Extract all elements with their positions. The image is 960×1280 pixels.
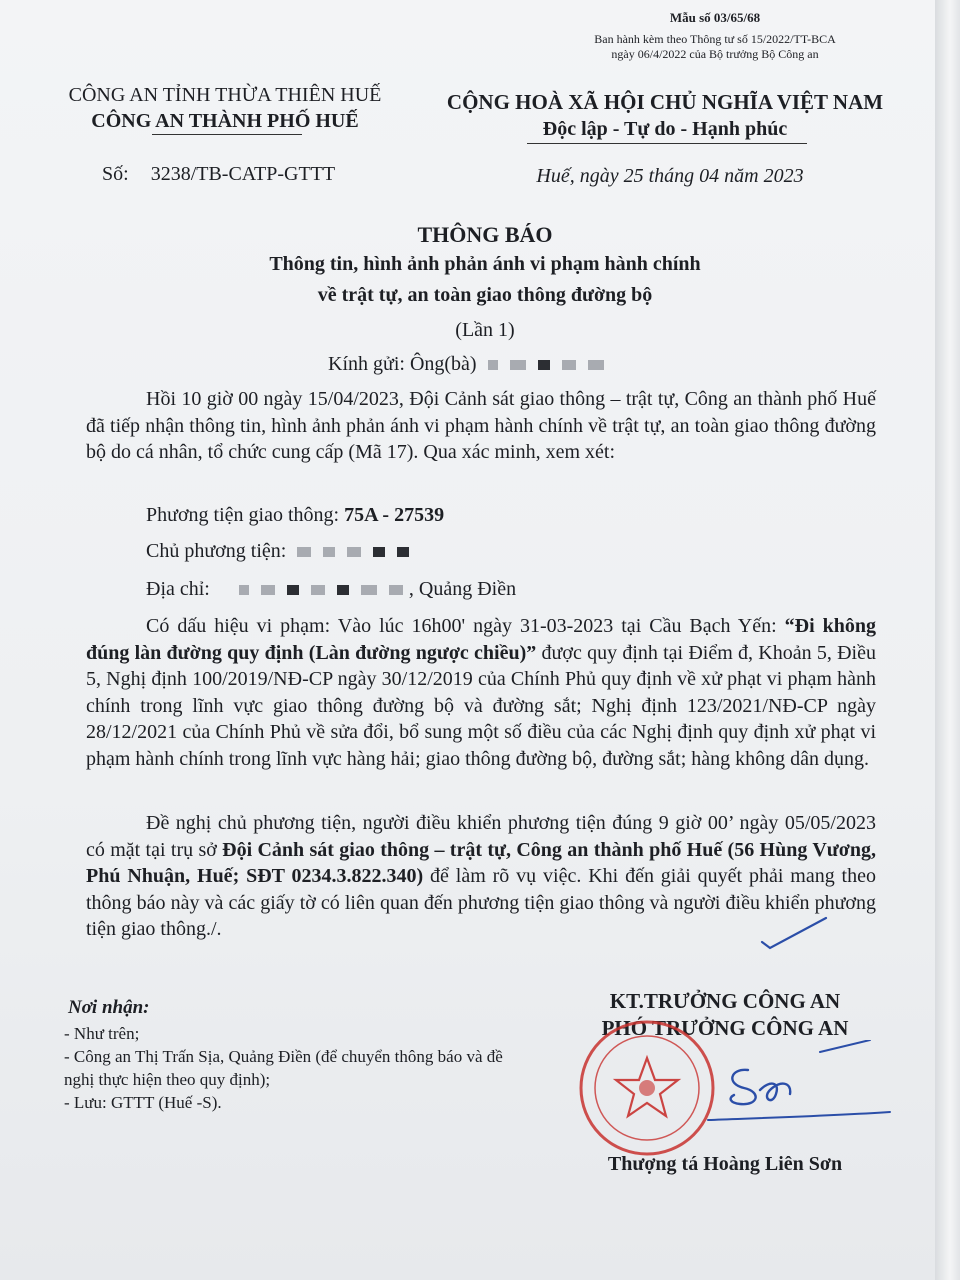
document-subtitle-2: về trật tự, an toàn giao thông đường bộ <box>317 284 653 306</box>
org-underline <box>152 134 302 135</box>
redaction <box>588 360 604 370</box>
redaction <box>323 547 335 557</box>
place-date: Huế, ngày 25 tháng 04 năm 2023 <box>536 165 804 187</box>
motto-underline <box>527 143 807 144</box>
vehicle-line <box>146 504 444 527</box>
document-number-value: 3238/TB-CATP-GTTT <box>150 163 336 185</box>
redaction <box>389 585 403 595</box>
recipient-item: - Lưu: GTTT (Huế -S). <box>64 1093 222 1112</box>
redaction <box>510 360 526 370</box>
violation-paragraph <box>86 613 876 772</box>
recipients-list <box>64 1022 504 1114</box>
redaction <box>287 585 299 595</box>
request-lead: Đề nghị chủ phương tiện, người điều khiển phương tiện đúng 9 giờ 00’ ngày 05/05/2023 có mặt tại trụ sở <box>86 812 876 861</box>
document-title: THÔNG BÁO <box>417 222 553 247</box>
redaction <box>373 547 385 557</box>
addressee-label: Kính gửi: Ông(bà) <box>328 353 477 375</box>
official-seal <box>577 1018 717 1158</box>
recipients-title: Nơi nhận: <box>68 997 150 1018</box>
redaction <box>311 585 325 595</box>
handwritten-signature <box>700 1040 900 1130</box>
nation-title: CỘNG HOÀ XÃ HỘI CHỦ NGHĨA VIỆT NAM <box>446 90 884 114</box>
addressee <box>328 353 610 376</box>
recipient-item: - Công an Thị Trấn Sịa, Quảng Điền (để chuyển thông báo và đề nghị thực hiện theo quy định); <box>64 1047 503 1089</box>
page-edge <box>935 0 960 1280</box>
form-number: Mẫu số 03/65/68 <box>669 10 761 25</box>
signer-role-1: KT.TRƯỞNG CÔNG AN <box>609 989 841 1013</box>
form-issued-line-1: Ban hành kèm theo Thông tư số 15/2022/TT-BCA <box>594 32 836 46</box>
redaction <box>488 360 498 370</box>
redaction <box>538 360 550 370</box>
attempt-number: (Lần 1) <box>455 319 515 341</box>
document-number <box>102 163 335 186</box>
form-issued-line-2: ngày 06/4/2022 của Bộ trưởng Bộ Công an <box>611 47 819 61</box>
redaction <box>562 360 576 370</box>
org-name: CÔNG AN THÀNH PHỐ HUẾ <box>91 110 359 132</box>
signer-name: Thượng tá Hoàng Liên Sơn <box>607 1153 843 1175</box>
address-suffix: , Quảng Điền <box>408 578 517 600</box>
violation-lead: Có dấu hiệu vi phạm: Vào lúc 16h00' ngày 31-03-2023 tại Cầu Bạch Yến: <box>146 615 785 637</box>
owner-label: Chủ phương tiện: <box>146 540 287 562</box>
request-location: Đội Cảnh sát giao thông – trật tự, Công an thành phố Huế (56 Hùng Vương, Phú Nhuận, Huế; SĐT 0234.3.822.340) <box>86 838 876 887</box>
request-rest: để làm rõ vụ việc. Khi đến giải quyết phải mang theo thông báo này và các giấy tờ có liên quan đến phương tiện giao thông và người điều khiển phương tiện giao thông./. <box>86 865 876 940</box>
document-number-label: Số: <box>102 163 129 185</box>
redaction <box>337 585 349 595</box>
redaction <box>297 547 311 557</box>
address-label: Địa chỉ: <box>146 578 210 600</box>
redaction <box>261 585 275 595</box>
address-line <box>146 578 516 601</box>
recipient-item: - Như trên; <box>64 1024 140 1043</box>
motto: Độc lập - Tự do - Hạnh phúc <box>542 118 788 140</box>
redaction <box>397 547 409 557</box>
redaction <box>347 547 361 557</box>
document-subtitle-1: Thông tin, hình ảnh phản ánh vi phạm hành chính <box>269 253 701 275</box>
vehicle-plate: 75A - 27539 <box>344 504 445 526</box>
vehicle-label: Phương tiện giao thông: <box>146 504 345 526</box>
redaction <box>239 585 249 595</box>
violation-legal-basis: được quy định tại Điểm đ, Khoản 5, Điều 5, Nghị định 100/2019/NĐ-CP ngày 30/12/2019 của Chính Phủ quy định về xử phạt vi phạm hành chính trong lĩnh vực giao thông đường bộ và đường sắt; Nghị định 123/2021/NĐ-CP ngày 28/12/2021 của Chính Phủ về sửa đổi, bổ sung một số điều của các Nghị định quy định xử phạt vi phạm hành chính trong lĩnh vực hàng hải; giao thông đường bộ, đường sắt; hàng không dân dụng. <box>86 641 876 770</box>
pen-tick-mark <box>760 912 830 952</box>
request-paragraph <box>86 810 876 943</box>
violation-description: “Đi không đúng làn đường quy định (Làn đường ngược chiều)” <box>86 615 876 664</box>
org-parent: CÔNG AN TỈNH THỪA THIÊN HUẾ <box>68 84 382 106</box>
redaction <box>361 585 377 595</box>
signer-role-2: PHÓ TRƯỞNG CÔNG AN <box>601 1016 849 1040</box>
owner-line <box>146 540 415 563</box>
intro-paragraph: Hồi 10 giờ 00 ngày 15/04/2023, Đội Cảnh sát giao thông – trật tự, Công an thành phố Huế đã tiếp nhận thông tin, hình ảnh phản ánh vi phạm hành chính về trật tự, an toàn giao thông đường bộ do cá nhân, tổ chức cung cấp (Mã 17). Qua xác minh, xem xét: <box>86 388 876 463</box>
